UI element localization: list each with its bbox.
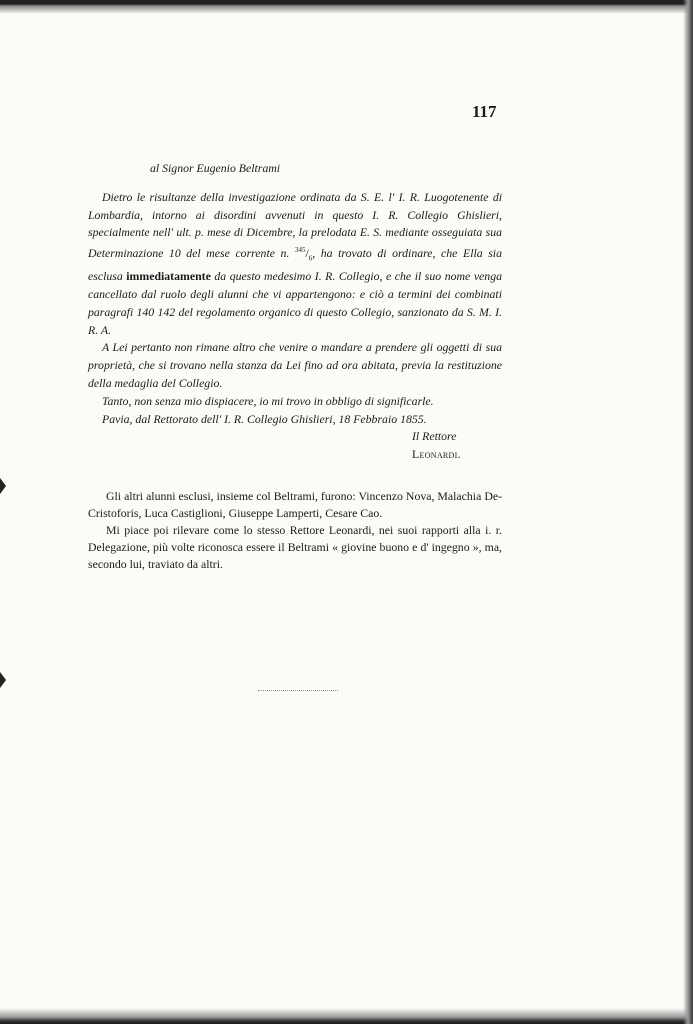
margin-mark-icon [0,478,6,494]
fraction-denominator: 6 [308,254,313,263]
letter-text-part: Dietro le risultanze della investigazione ordinata da S. E. l' I. R. Luogotenente di Lombardia, intorno ai disordini avvenuti in questo I. R. Collegio Ghislieri, specialmente nell' ult. p. mese di Dicembre, la prelodata E. S. mediante osseguiata sua Determinazione 10 del mese corrente n. [88,189,502,261]
commentary-paragraph: Mi piace poi rilevare come lo stesso Rettore Leonardi, nei suoi rapporti alla i. r. Delegazione, più volte riconosca essere il Beltrami « giovine buono e d' ingegno », ma, secondo lui, traviato da altri. [88,523,502,571]
letter-paragraph: Tanto, non senza mio dispiacere, io mi trovo in obbligo di significarle. [102,393,434,408]
letter-dateline: Pavia, dal Rettorato dell' I. R. Collegio Ghislieri, 18 Febbraio 1855. [102,411,427,426]
letter-paragraph: A Lei pertanto non rimane altro che venire o mandare a prendere gli oggetti di sua proprietà, che si trovano nella stanza da Lei fino ad ora abitata, previa la restituzione della medaglia del Collegio. [88,340,502,391]
scan-edge-bottom [0,1008,693,1024]
signature-name: Leonardi. [412,447,461,462]
commentary-paragraph: Gli altri alunni esclusi, insieme col Beltrami, furono: Vincenzo Nova, Malachia De-Cristoforis, Luca Castiglioni, Giuseppe Lamperti, Cesare Cao. [88,489,502,520]
page-number: 117 [472,102,497,121]
signature-title: Il Rettore [412,429,457,444]
scan-edge-right [683,0,693,1024]
letter-addressee: al Signor Eugenio Beltrami [150,161,281,175]
letter-paragraph [88,189,502,340]
margin-mark-icon [0,672,6,688]
letter-text-part: , ha trovato di ordinare, che Ella sia esclusa [88,246,502,284]
letter-text [88,160,502,464]
emphasis-word: immediatamente [126,269,211,284]
fraction: $^{345}/_6$ [294,246,313,263]
commentary-text [88,488,502,573]
letter-text-part: da questo medesimo I. R. Collegio, e che il suo nome venga cancellato dal ruolo degli alunni che vi appartengono: e ciò a termini dei combinati paragrafi 140 142 del regolamento organico di questo Collegio, sanzionato da S. M. I. R. A. [88,269,502,337]
scan-edge-top [0,0,693,14]
section-divider [258,690,338,692]
fraction-numerator: 345 [294,246,306,255]
